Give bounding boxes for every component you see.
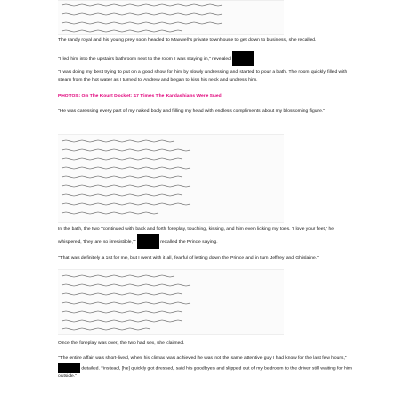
redaction-block bbox=[58, 363, 80, 373]
handwriting-scribbles bbox=[58, 135, 284, 222]
related-photos-link[interactable]: PHOTOS: On The Kourt Docket: 17 Times The Kardashians Were Sued bbox=[58, 94, 222, 99]
handwritten-note-image-2 bbox=[58, 134, 284, 223]
handwritten-note-image-1 bbox=[58, 0, 284, 35]
paragraph-2 bbox=[58, 51, 358, 66]
paragraph-3: "I was doing my best trying to put on a good show for him by slowly undressing and started to pour a bath. The room quickly filled with steam from the hot water as I turned to Andrew and began to kiss his neck and undress him. bbox=[58, 70, 348, 83]
paragraph-4: "He was caressing every part of my naked body and filling my head with endless compliments about my blossoming figure." bbox=[58, 109, 325, 114]
redaction-block bbox=[137, 234, 159, 249]
paragraph-6: "That was definitely a 1st for me, but I went with it all, fearful of letting down the Prince and in turn Jeffrey and Ghislaine." bbox=[58, 256, 319, 261]
paragraph-5-text-b: recalled the Prince saying. bbox=[160, 239, 218, 245]
paragraph-8-text-b: detailed. "Instead, [he] quickly got dressed, said his goodbyes and slipped out of my bedroom to the driver still waiting for him outside." bbox=[58, 365, 352, 379]
paragraph-7: Once the foreplay was over, the two had sex, she claimed. bbox=[58, 341, 185, 346]
paragraph-8 bbox=[58, 355, 358, 380]
paragraph-2-text: "I led him into the upstairs bathroom next to the room I was staying in," revealed bbox=[58, 56, 231, 62]
paragraph-1: The randy royal and his young prey soon headed to Maxwell's private townhouse to get down to business, she recalled. bbox=[58, 38, 317, 43]
handwriting-scribbles bbox=[58, 1, 284, 34]
handwritten-note-image-3 bbox=[58, 269, 284, 335]
handwriting-scribbles bbox=[58, 270, 284, 334]
paragraph-5 bbox=[58, 226, 358, 249]
paragraph-5-text-a: In the bath, the two "continued with back and forth foreplay, touching, kissing, and him even licking my toes. 'I love your feet,' he whispered, 'they are so irresistible,'" bbox=[58, 227, 334, 245]
paragraph-8-text-a: "The entire affair was short-lived, when his climax was achieved he was not the same attentive guy I had know for the last few hours," bbox=[58, 356, 347, 361]
redaction-block bbox=[232, 51, 254, 66]
